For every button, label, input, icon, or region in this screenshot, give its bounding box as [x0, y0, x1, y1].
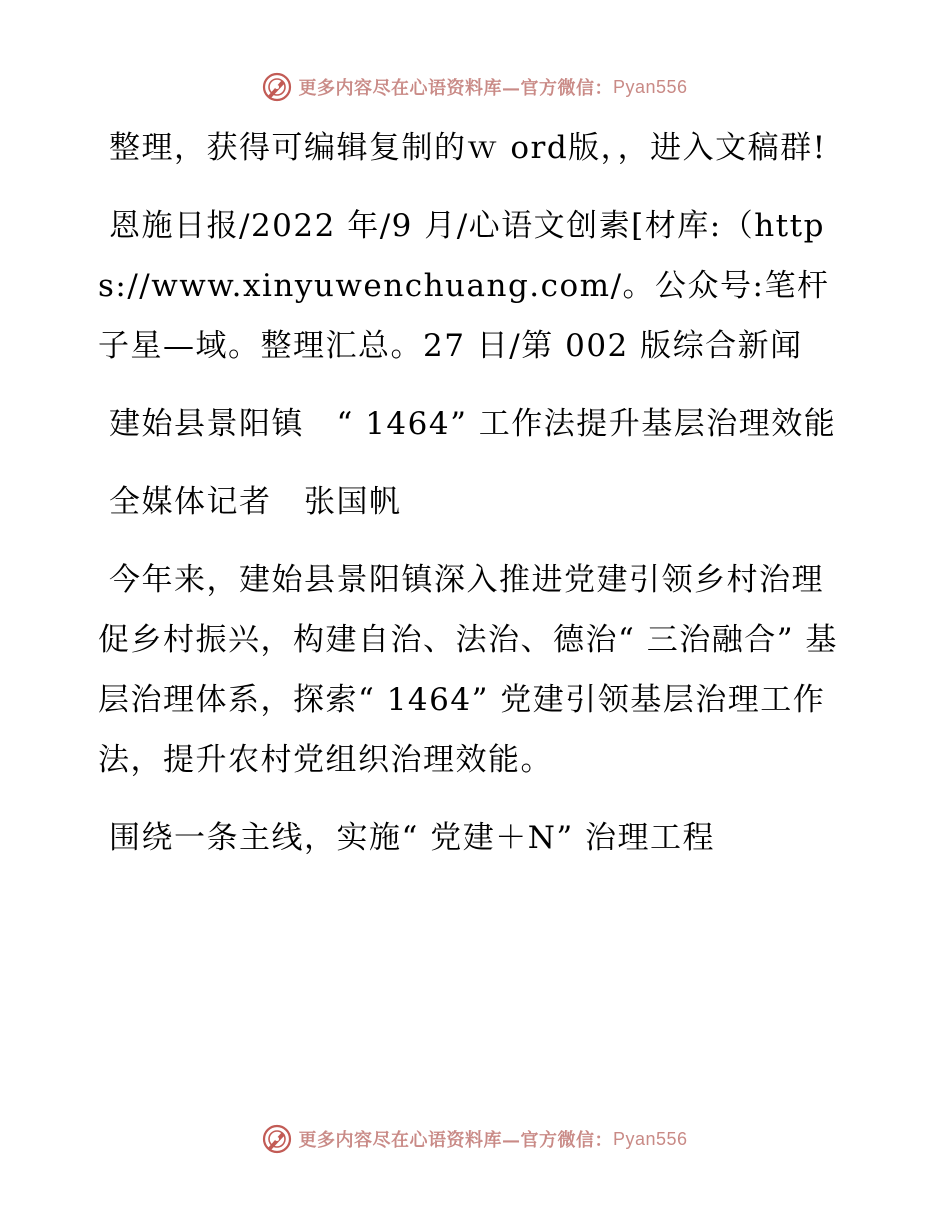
paragraph-lead: 今年来，建始县景阳镇深入推进党建引领乡村治理促乡村振兴，构建自治、法治、德治“ 三治融合” 基层治理体系，探索“ 1464” 党建引领基层治理工作法，提升农村党组织治理效能。 [98, 562, 838, 778]
section-heading: 围绕一条主线，实施“ 党建＋N” 治理工程 [109, 820, 716, 856]
paragraph-source: 恩施日报/2022 年/9 月/心语文创素[材库:（https://www.xinyuwenchuang.com/。公众号:笔杆子星—域。整理汇总。27 日/第 002 版综合新闻 [98, 208, 830, 364]
paragraph-intro: 整理，获得可编辑复制的ｗ ord版，，进入文稿群! [109, 130, 827, 166]
pen-logo-icon [262, 72, 292, 102]
pen-logo-icon [262, 1124, 292, 1154]
watermark-text: 更多内容尽在心语资料库—官方微信： [298, 78, 613, 99]
watermark-id: Pyan556 [612, 1128, 688, 1149]
article-title: 建始县景阳镇 “ 1464” 工作法提升基层治理效能 [109, 406, 837, 442]
article-byline: 全媒体记者 张国帆 [109, 484, 402, 520]
document-body [98, 118, 838, 886]
footer-watermark [0, 1124, 950, 1154]
header-watermark [0, 72, 950, 102]
watermark-id: Pyan556 [612, 76, 688, 97]
watermark-text: 更多内容尽在心语资料库—官方微信： [298, 1130, 613, 1151]
